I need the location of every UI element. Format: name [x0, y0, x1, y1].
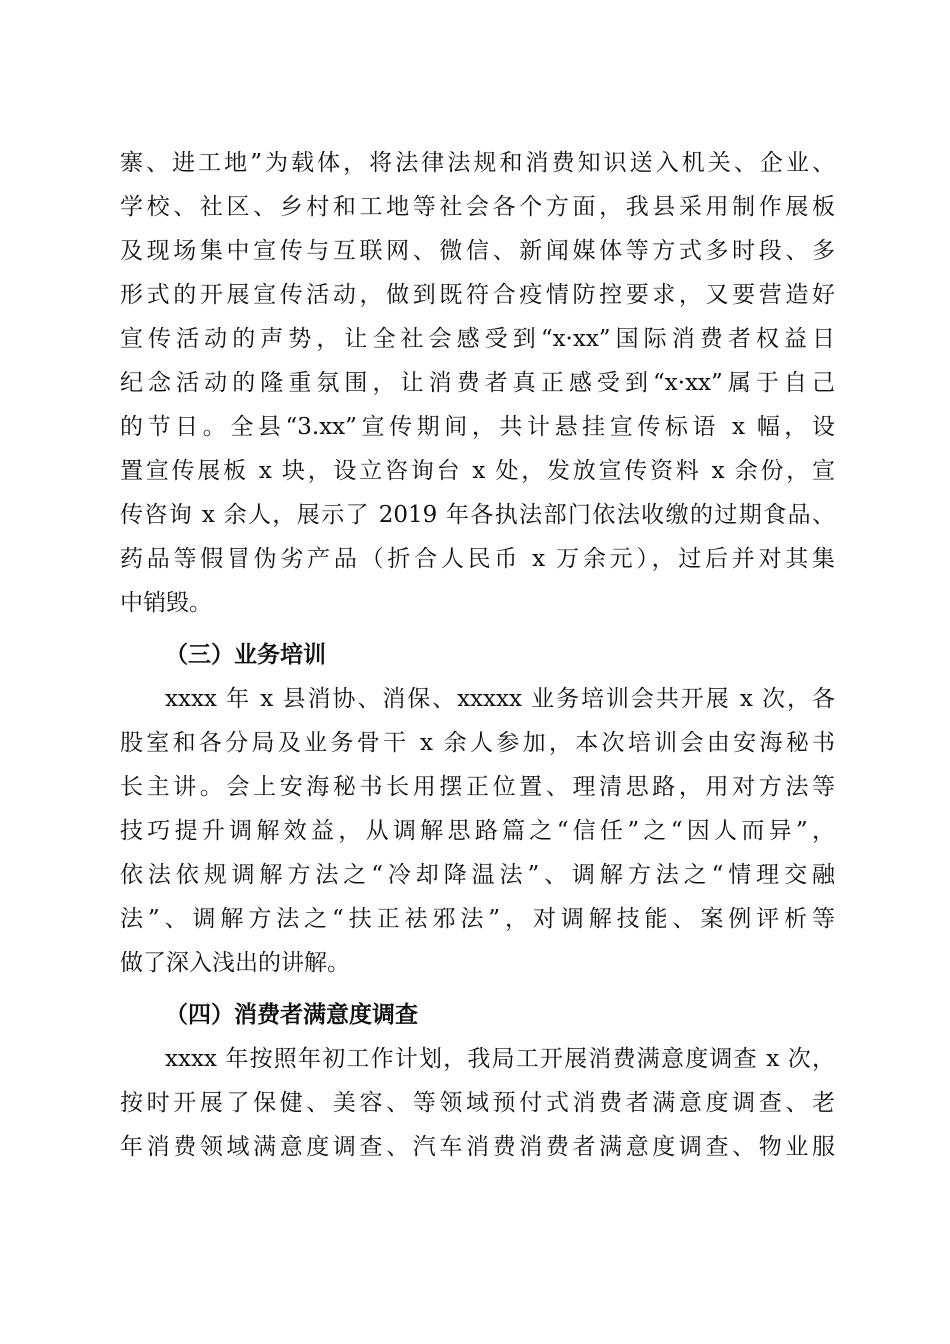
- paragraph-line: 股室和各分局及业务骨干 x 余人参加，本次培训会由安海秘书: [120, 730, 835, 756]
- paragraph-line: 的节日。全县“3.xx”宣传期间，共计悬挂宣传标语 x 幅，设: [120, 414, 835, 440]
- paragraph-line: 药品等假冒伪劣产品（折合人民币 x 万余元），过后并对其集: [120, 546, 835, 572]
- paragraph-line: 学校、社区、乡村和工地等社会各个方面，我县采用制作展板: [120, 194, 835, 220]
- section-heading-training: （三）业务培训: [165, 641, 326, 668]
- paragraph-line: xxxx 年 x 县消协、消保、xxxxx 业务培训会共开展 x 次，各: [165, 686, 835, 712]
- paragraph-line: 纪念活动的隆重氛围，让消费者真正感受到“x·xx”属于自己: [120, 370, 835, 396]
- paragraph-line: 年消费领域满意度调查、汽车消费消费者满意度调查、物业服: [120, 1134, 835, 1160]
- paragraph-line: 置宣传展板 x 块，设立咨询台 x 处，发放宣传资料 x 余份，宣: [120, 458, 835, 484]
- section-heading-satisfaction-survey: （四）消费者满意度调查: [165, 1001, 418, 1028]
- paragraph-line: 按时开展了保健、美容、等领域预付式消费者满意度调查、老: [120, 1090, 835, 1116]
- paragraph-line: 宣传活动的声势，让全社会感受到“x·xx”国际消费者权益日: [120, 326, 835, 352]
- paragraph-line: 寨、进工地”为载体，将法律法规和消费知识送入机关、企业、: [120, 150, 835, 176]
- paragraph-line: 形式的开展宣传活动，做到既符合疫情防控要求，又要营造好: [120, 282, 835, 308]
- paragraph-line: 中销毁。: [120, 590, 212, 616]
- paragraph-line: 法”、调解方法之“扶正祛邪法”，对调解技能、案例评析等: [120, 906, 835, 932]
- paragraph-line: 依法依规调解方法之“冷却降温法”、调解方法之“情理交融: [120, 862, 835, 888]
- paragraph-line: xxxx 年按照年初工作计划，我局工开展消费满意度调查 x 次，: [165, 1046, 835, 1072]
- paragraph-line: 做了深入浅出的讲解。: [120, 950, 350, 976]
- paragraph-line: 及现场集中宣传与互联网、微信、新闻媒体等方式多时段、多: [120, 238, 835, 264]
- paragraph-line: 技巧提升调解效益，从调解思路篇之“信任”之“因人而异”，: [120, 818, 835, 844]
- paragraph-line: 长主讲。会上安海秘书长用摆正位置、理清思路，用对方法等: [120, 774, 835, 800]
- paragraph-line: 传咨询 x 余人，展示了 2019 年各执法部门依法收缴的过期食品、: [120, 502, 835, 528]
